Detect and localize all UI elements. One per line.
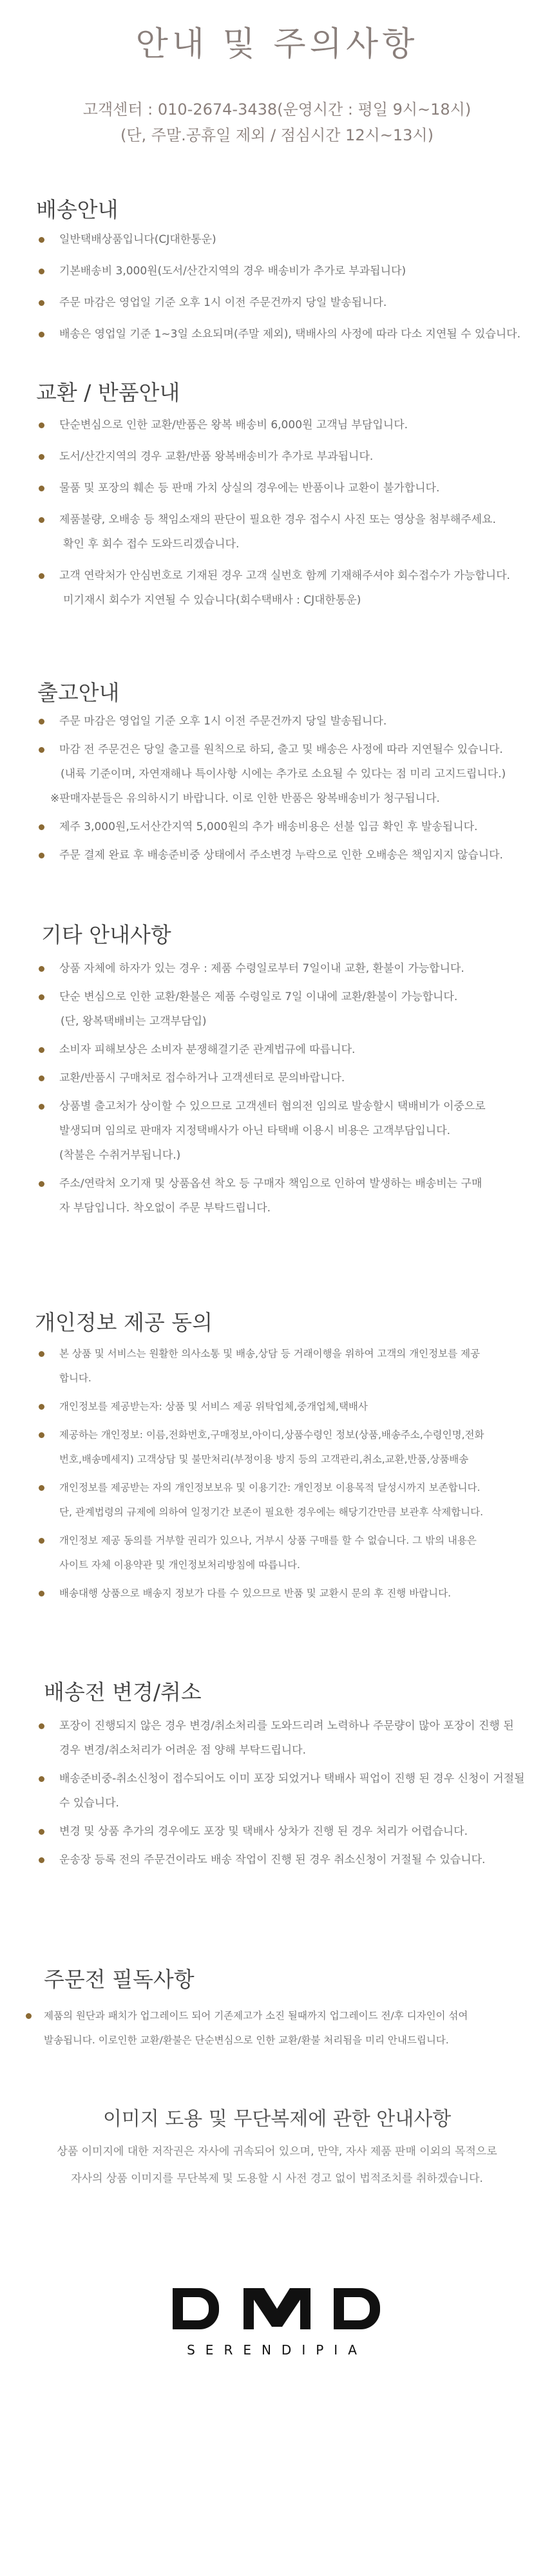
bullet-icon (39, 422, 44, 428)
list-item-continued: (내륙 기준이며, 자연재해나 특이사항 시에는 추가로 소요될 수 있다는 점 미리 고지드립니다.) (61, 768, 506, 781)
list-item: 운송장 등록 전의 주문건이라도 배송 작업이 진행 된 경우 취소신청이 거절될 수 있습니다. (37, 1852, 546, 1868)
bullet-icon (39, 1104, 44, 1110)
list-item: 주문 결제 완료 후 배송준비중 상태에서 주소변경 누락으로 인한 오배송은 책임지지 않습니다. (37, 848, 540, 863)
brand-logo-subtitle: SERENDIPIA (187, 2342, 367, 2358)
list-item: 주문 마감은 영업일 기준 오후 1시 이전 주문건까지 당일 발송됩니다. (37, 295, 540, 310)
release-title: 출고안내 (37, 680, 120, 705)
dmd-logo-icon (167, 2283, 387, 2334)
bullet-icon (39, 454, 44, 460)
exchange-list (37, 417, 540, 624)
bullet-icon (39, 824, 44, 830)
privacy-list (37, 1346, 546, 1617)
list-item: 마감 전 주문건은 당일 출고를 원칙으로 하되, 출고 및 배송은 사정에 따라 지연될수 있습니다. (37, 742, 540, 757)
list-item: 주문 마감은 영업일 기준 오후 1시 이전 주문건까지 당일 발송됩니다. (37, 714, 540, 729)
list-item-continued: 번호,배송메세지) 고객상담 및 불만처리(부정이용 방지 등의 고객관리,취소,교환,반품,상품배송 (59, 1454, 469, 1465)
list-item: 배송대행 상품으로 배송지 정보가 다를 수 있으므로 반품 및 교환시 문의 후 진행 바랍니다. (37, 1586, 546, 1601)
list-item-continued: 경우 변경/취소처리가 어려운 점 양해 부탁드립니다. (59, 1744, 307, 1757)
list-item: 단순변심으로 인한 교환/반품은 왕복 배송비 6,000원 고객님 부담입니다. (37, 417, 540, 433)
bullet-icon (39, 994, 44, 1000)
image-notice-line1: 상품 이미지에 대한 저작권은 자사에 귀속되어 있으며, 만약, 자사 제품 판매 이외의 목적으로 (57, 2145, 497, 2158)
list-item-continued: 합니다. (59, 1372, 91, 1384)
list-item: 제주 3,000원,도서산간지역 5,000원의 추가 배송비용은 선불 입금 확인 후 발송됩니다. (37, 819, 540, 835)
bullet-icon (39, 1591, 44, 1596)
etc-title: 기타 안내사항 (41, 922, 171, 947)
must-read-list (24, 2008, 540, 2064)
bullet-icon (39, 300, 44, 306)
bullet-icon (39, 1723, 44, 1729)
bullet-icon (39, 1776, 44, 1782)
list-item: 배송은 영업일 기준 1~3일 소요되며(주말 제외), 택배사의 사정에 따라 다소 지연될 수 있습니다. (37, 327, 540, 342)
bullet-icon (39, 719, 44, 724)
exchange-title: 교환 / 반품안내 (36, 380, 180, 405)
must-read-title: 주문전 필독사항 (44, 1967, 195, 1992)
bullet-icon (39, 1432, 44, 1438)
list-item-continued: 발송됩니다. 이로인한 교환/환불은 단순변심으로 인한 교환/환불 처리됨을 미리 안내드립니다. (44, 2034, 449, 2046)
bullet-icon (39, 1404, 44, 1410)
image-notice-title: 이미지 도용 및 무단복제에 관한 안내사항 (102, 2108, 452, 2130)
bullet-icon (39, 747, 44, 753)
list-item: 변경 및 상품 추가의 경우에도 포장 및 택배사 상차가 진행 된 경우 처리가 어렵습니다. (37, 1824, 546, 1839)
bullet-icon (39, 269, 44, 274)
list-item-continued: 수 있습니다. (59, 1797, 119, 1810)
list-item: 상품별 출고처가 상이할 수 있으므로 고객센터 협의전 임의로 발송할시 택배비가 이중으로 (37, 1099, 540, 1114)
list-item: 교환/반품시 구매처로 접수하거나 고객센터로 문의바랍니다. (37, 1070, 540, 1086)
release-list (37, 714, 540, 879)
image-notice-line2: 자사의 상품 이미지를 무단복제 및 도용할 시 사전 경고 없이 법적조치를 취하겠습니다. (71, 2172, 483, 2185)
list-item: 주소/연락처 오기재 및 상품옵션 착오 등 구매자 책임으로 인하여 발생하는 배송비는 구매 (37, 1176, 540, 1191)
pre-ship-list (37, 1718, 546, 1884)
list-item-continued: 발생되며 임의로 판매자 지정택배사가 아닌 타택배 이용시 비용은 고객부담입니다. (59, 1124, 450, 1137)
privacy-title: 개인정보 제공 동의 (35, 1310, 213, 1335)
pre-ship-title: 배송전 변경/취소 (44, 1680, 202, 1705)
bullet-icon (39, 853, 44, 858)
image-notice-text (0, 2138, 554, 2192)
list-item-continued: (단, 왕복택배비는 고객부담입) (61, 1015, 207, 1028)
bullet-icon (39, 966, 44, 972)
list-item: 일반택배상품입니다(CJ대한통운) (37, 232, 540, 247)
customer-center-line2: (단, 주말.공휴일 제외 / 점심시간 12시~13시) (120, 126, 434, 144)
list-item-continued: 미기재시 회수가 지연될 수 있습니다(회수택배사 : CJ대한통운) (63, 594, 361, 607)
list-item: 개인정보 제공 동의를 거부할 권리가 있으나, 거부시 상품 구매를 할 수 없습니다. 그 밖의 내용은 (37, 1533, 546, 1548)
list-item: 상품 자체에 하자가 있는 경우 : 제품 수령일로부터 7일이내 교환, 환불이 가능합니다. (37, 961, 540, 976)
bullet-icon (39, 1857, 44, 1863)
bullet-icon (39, 332, 44, 337)
list-item: 개인정보를 제공받는 자의 개인정보보유 및 이용기간: 개인정보 이용목적 달성시까지 보존합니다. (37, 1480, 546, 1495)
list-item: 제품의 원단과 패치가 업그레이드 되어 기존제고가 소진 될때까지 업그레이드 전/후 디자인이 섞여 (24, 2008, 540, 2023)
list-item: 제공하는 개인정보: 이름,전화번호,구매정보,아이디,상품수령인 정보(상품,배송주소,수령인명,전화 (37, 1427, 546, 1443)
list-item-continued: (착불은 수취거부됩니다.) (59, 1149, 181, 1162)
list-item-continued: 단, 관계법령의 규제에 의하여 일정기간 보존이 필요한 경우에는 해당기간만큼 보관후 삭제합니다. (59, 1506, 484, 1518)
bullet-icon (39, 1047, 44, 1053)
bullet-icon (26, 2013, 32, 2019)
list-item-continued: 확인 후 회수 접수 도와드리겠습니다. (63, 538, 240, 551)
list-item: 포장이 진행되지 않은 경우 변경/취소처리를 도와드리려 노력하나 주문량이 많아 포장이 진행 된 (37, 1718, 546, 1734)
bullet-icon (39, 486, 44, 491)
page-title: 안내 및 주의사항 (135, 25, 419, 64)
list-item: 고객 연락처가 안심번호로 기재된 경우 고객 실번호 함께 기재해주셔야 회수접수가 가능합니다. (37, 568, 540, 583)
list-item: 도서/산간지역의 경우 교환/반품 왕복배송비가 추가로 부과됩니다. (37, 449, 540, 464)
list-item: 물품 및 포장의 훼손 등 판매 가치 상실의 경우에는 반품이나 교환이 불가합니다. (37, 480, 540, 496)
list-item-note: ※판매자분들은 유의하시기 바랍니다. 이로 인한 반품은 왕복배송비가 청구됩니다. (50, 792, 440, 805)
list-item: 기본배송비 3,000원(도서/산간지역의 경우 배송비가 추가로 부과됩니다) (37, 263, 540, 279)
bullet-icon (39, 1075, 44, 1081)
bullet-icon (39, 1538, 44, 1544)
bullet-icon (39, 573, 44, 579)
etc-list (37, 961, 540, 1232)
shipping-list (37, 232, 540, 358)
bullet-icon (39, 1829, 44, 1835)
list-item: 배송준비중-취소신청이 접수되어도 이미 포장 되었거나 택배사 픽업이 진행 된 경우 신청이 거절될 (37, 1771, 546, 1786)
customer-center-line1: 고객센터 : 010-2674-3438(운영시간 : 평일 9시~18시) (82, 100, 472, 118)
bullet-icon (39, 1485, 44, 1491)
list-item: 개인정보를 제공받는자: 상품 및 서비스 제공 위탁업체,중개업체,택배사 (37, 1399, 546, 1414)
list-item: 본 상품 및 서비스는 원활한 의사소통 및 배송,상담 등 거래이행을 위하여 고객의 개인정보를 제공 (37, 1346, 546, 1361)
list-item: 소비자 피해보상은 소비자 분쟁해결기준 관계법규에 따릅니다. (37, 1042, 540, 1057)
bullet-icon (39, 517, 44, 523)
list-item: 제품불량, 오배송 등 책임소재의 판단이 필요한 경우 접수시 사진 또는 영상을 첨부해주세요. (37, 512, 540, 527)
shipping-title: 배송안내 (36, 197, 119, 222)
bullet-icon (39, 1351, 44, 1357)
bullet-icon (39, 1181, 44, 1187)
bullet-icon (39, 237, 44, 243)
list-item: 단순 변심으로 인한 교환/환불은 제품 수령일로 7일 이내에 교환/환불이 가능합니다. (37, 989, 540, 1005)
list-item-continued: 사이트 자체 이용약관 및 개인정보처리방침에 따릅니다. (59, 1559, 300, 1571)
brand-logo (0, 2283, 554, 2334)
list-item-continued: 자 부담입니다. 착오없이 주문 부탁드립니다. (59, 1202, 271, 1215)
